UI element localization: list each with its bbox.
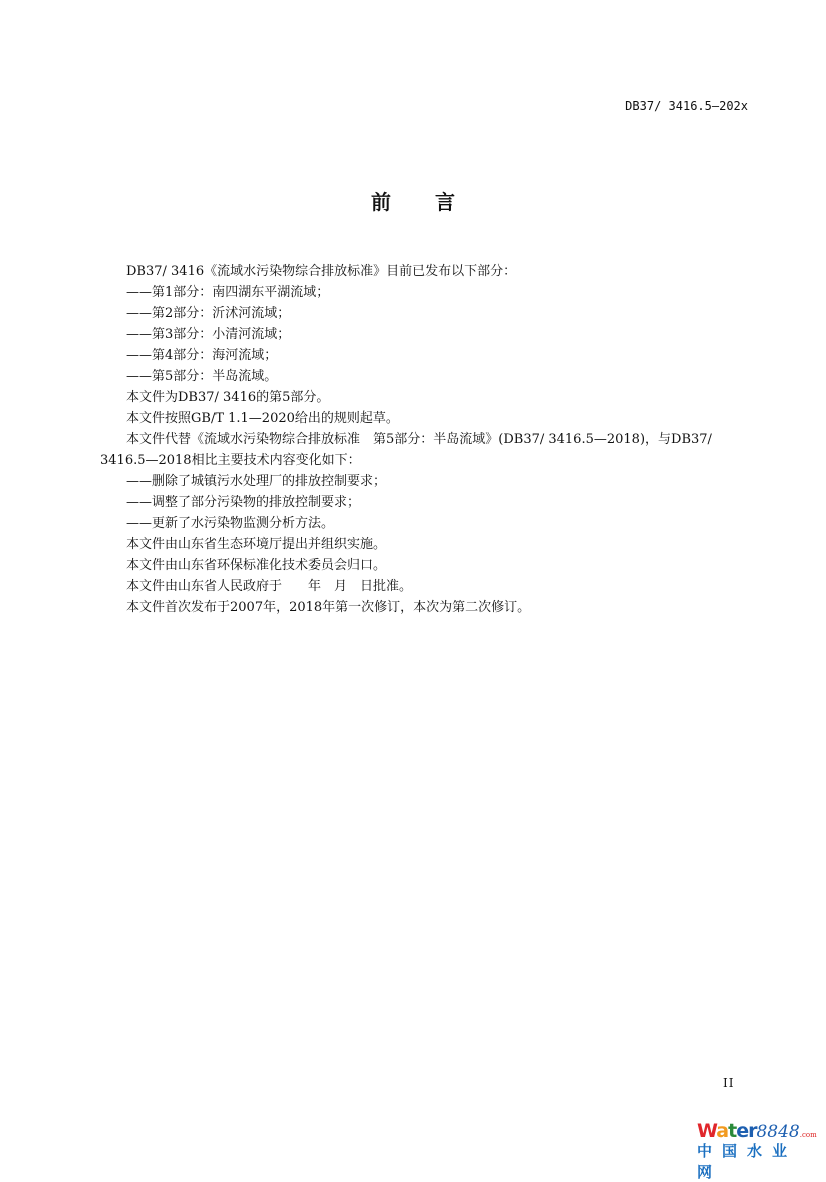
page-number: II bbox=[723, 1076, 735, 1090]
text-line: DB37/ 3416《流域水污染物综合排放标准》目前已发布以下部分： bbox=[126, 264, 517, 279]
text-line: 本文件由山东省环保标准化技术委员会归口。 bbox=[126, 558, 387, 573]
text-line: 本文件代替《流域水污染物综合排放标准 第5部分：半岛流域》(DB37/ 3416.5—2018)，与DB37/ bbox=[126, 432, 712, 447]
text-line: ——第1部分：南四湖东平湖流域； bbox=[126, 285, 330, 300]
text-line: ——删除了城镇污水处理厂的排放控制要求； bbox=[126, 474, 387, 489]
text-line: ——更新了水污染物监测分析方法。 bbox=[126, 516, 335, 531]
page-title: 前言 bbox=[371, 190, 499, 214]
text-line: ——第5部分：半岛流域。 bbox=[126, 369, 278, 384]
logo-suffix: .com bbox=[799, 1131, 817, 1139]
text-line: ——第3部分：小清河流域； bbox=[126, 327, 291, 342]
text-line: 本文件为DB37/ 3416的第5部分。 bbox=[126, 390, 330, 405]
logo-cn: 中国水业网 bbox=[697, 1142, 798, 1181]
text-line: 本文件由山东省人民政府于 年 月 日批准。 bbox=[126, 579, 413, 594]
text-line: 本文件由山东省生态环境厅提出并组织实施。 bbox=[126, 537, 387, 552]
watermark-logo bbox=[697, 1120, 819, 1182]
text-line: ——第2部分：沂沭河流域； bbox=[126, 306, 291, 321]
document-code-header: DB37/ 3416.5—202x bbox=[625, 99, 748, 113]
logo-brand: Water bbox=[697, 1120, 757, 1142]
text-line: 3416.5—2018相比主要技术内容变化如下： bbox=[100, 453, 361, 468]
text-line: ——第4部分：海河流域； bbox=[126, 348, 278, 363]
text-line: ——调整了部分污染物的排放控制要求； bbox=[126, 495, 361, 510]
logo-number: 8848 bbox=[756, 1122, 800, 1142]
text-line: 本文件按照GB/T 1.1—2020给出的规则起草。 bbox=[126, 411, 399, 426]
text-line: 本文件首次发布于2007年，2018年第一次修订，本次为第二次修订。 bbox=[126, 600, 531, 615]
